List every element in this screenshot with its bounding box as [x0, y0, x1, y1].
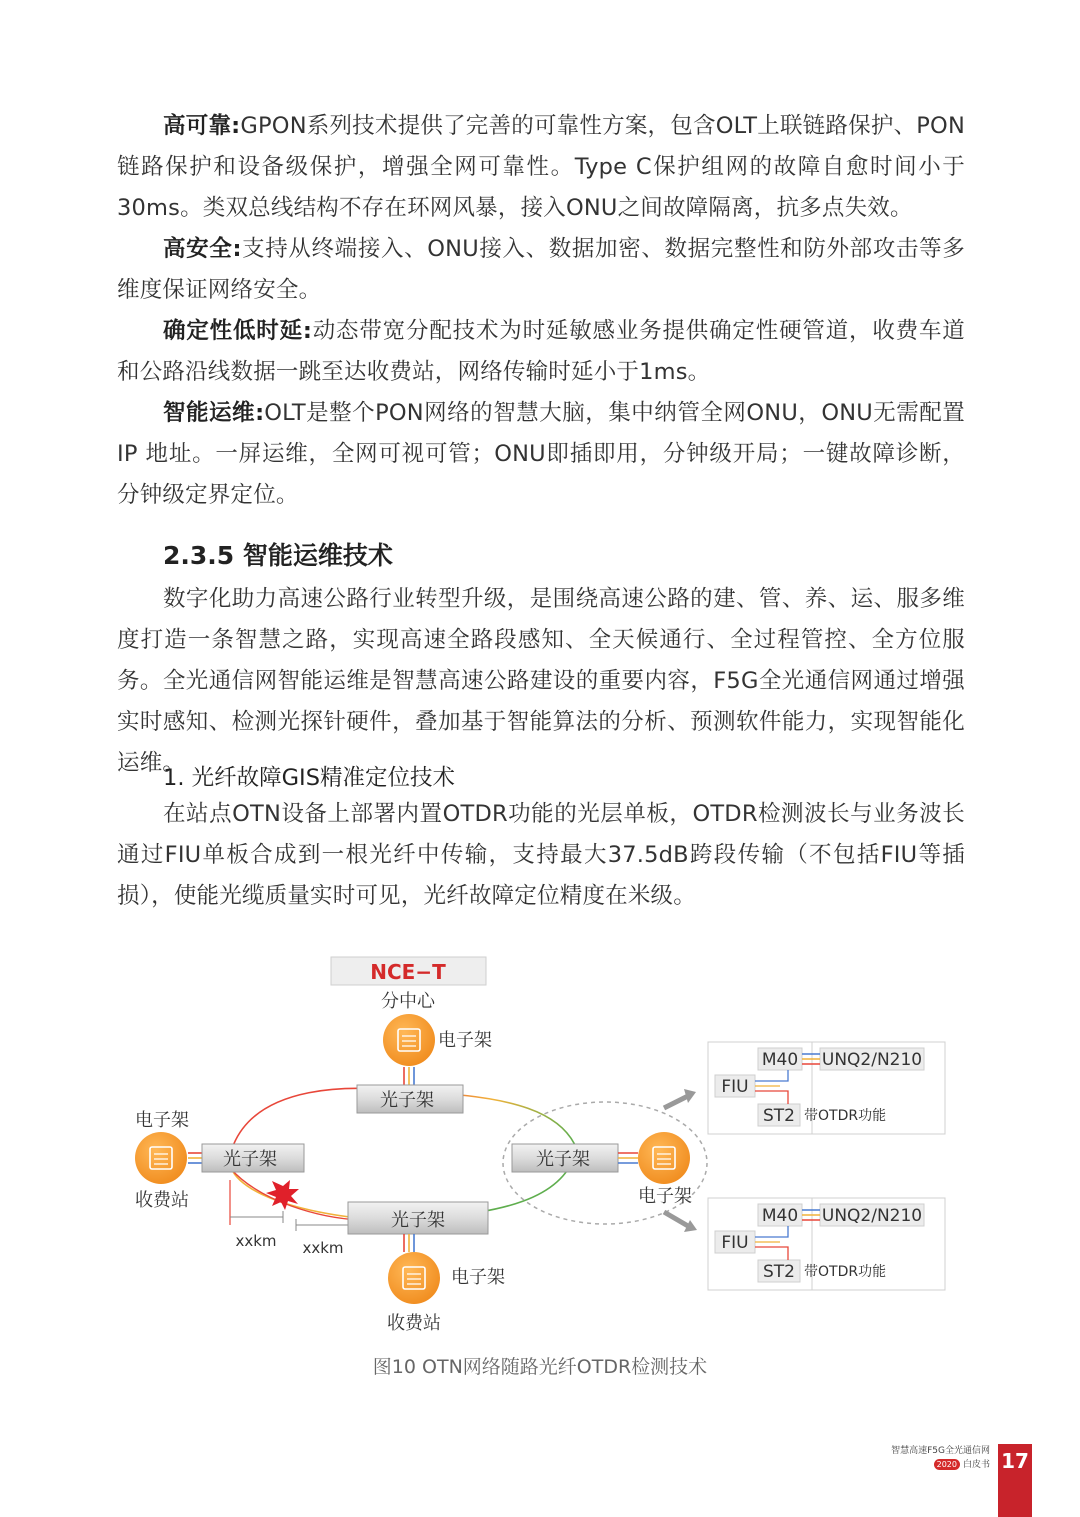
- left-link: [188, 1153, 202, 1163]
- bottom-optical-label: 光子架: [391, 1210, 445, 1231]
- distance-1-label: xxkm: [235, 1232, 277, 1250]
- right-link: [618, 1153, 638, 1163]
- footer-year-badge: 2020: [934, 1459, 960, 1470]
- section-intro-block: [117, 579, 965, 784]
- bottom-elec-label: 电子架: [451, 1267, 505, 1288]
- left-electronic-rack: [135, 1132, 187, 1184]
- bottom-link: [404, 1234, 414, 1252]
- left-optical-label: 光子架: [223, 1149, 277, 1170]
- left-station-label: 收费站: [135, 1190, 189, 1211]
- detail-2-st2: ST2: [763, 1262, 795, 1282]
- detail-1-unq: UNQ2/N210: [821, 1050, 923, 1070]
- text-latency: 动态带宽分配技术为时延敏感业务提供确定性硬管道，收费车道和公路沿线数据一跳至达收费站，网络传输时延小于1ms。: [117, 318, 965, 385]
- page-number: 17: [1001, 1449, 1029, 1473]
- detail-2-unq: UNQ2/N210: [821, 1206, 923, 1226]
- top-optical-label: 光子架: [380, 1090, 434, 1111]
- figure-caption: 图10 OTN网络随路光纤OTDR检测技术: [372, 1356, 708, 1378]
- footer-brand-title: 智慧高速F5G全光通信网: [891, 1446, 990, 1456]
- label-security: 高安全:: [163, 236, 242, 262]
- paragraph-om: [117, 393, 965, 516]
- section-title: 2.3.5 智能运维技术: [163, 541, 393, 570]
- text-security: 支持从终端接入、ONU接入、数据加密、数据完整性和防外部攻击等多维度保证网络安全。: [117, 236, 965, 303]
- footer-brand-sub: [891, 1458, 990, 1472]
- sub-text-block: [117, 794, 965, 917]
- right-electronic-rack: [638, 1132, 690, 1184]
- top-elec-label: 电子架: [438, 1030, 492, 1051]
- label-reliability: 高可靠:: [163, 113, 241, 139]
- label-om: 智能运维:: [163, 400, 265, 426]
- footer-brand: [891, 1444, 990, 1472]
- center-label: 分中心: [381, 991, 435, 1012]
- label-latency: 确定性低时延:: [163, 318, 313, 344]
- left-elec-label: 电子架: [135, 1110, 189, 1131]
- right-optical-label: 光子架: [536, 1149, 590, 1170]
- bottom-electronic-rack: [388, 1252, 440, 1304]
- zoom-arrow-down: [664, 1212, 697, 1232]
- features-text-block: [117, 106, 965, 516]
- detail-1-fiu: FIU: [721, 1077, 749, 1097]
- detail-2-otdr: 带OTDR功能: [804, 1264, 887, 1280]
- paragraph-latency: [117, 311, 965, 393]
- right-elec-label: 电子架: [638, 1186, 692, 1207]
- distance-2-label: xxkm: [302, 1239, 344, 1257]
- paragraph-reliability: [117, 106, 965, 229]
- zoom-arrow-up: [664, 1089, 696, 1108]
- detail-2-fiu: FIU: [721, 1233, 749, 1253]
- paragraph-security: [117, 229, 965, 311]
- top-electronic-rack: [383, 1014, 435, 1066]
- sub-text: 在站点OTN设备上部署内置OTDR功能的光层单板，OTDR检测波长与业务波长通过FIU单板合成到一根光纤中传输，支持最大37.5dB跨段传输（不包括FIU等插损），使能光缆质量实时可见，光纤故障定位精度在米级。: [117, 801, 965, 909]
- nce-t-box: [331, 957, 486, 985]
- detail-1-otdr: 带OTDR功能: [804, 1108, 887, 1124]
- detail-1-m40: M40: [761, 1050, 799, 1070]
- sub-title: 1. 光纤故障GIS精准定位技术: [163, 765, 455, 791]
- otdr-diagram: [0, 940, 1080, 1345]
- top-link: [404, 1067, 414, 1085]
- text-reliability: GPON系列技术提供了完善的可靠性方案，包含OLT上联链路保护、PON链路保护和设备级保护，增强全网可靠性。Type C保护组网的故障自愈时间小于30ms。类双总线结构不存在环网风暴，接入ONU之间故障隔离，抗多点失效。: [117, 113, 965, 221]
- text-om: OLT是整个PON网络的智慧大脑，集中纳管全网ONU，ONU无需配置IP 地址。一屏运维，全网可视可管；ONU即插即用，分钟级开局；一键故障诊断，分钟级定界定位。: [117, 400, 965, 508]
- section-intro: 数字化助力高速公路行业转型升级，是围绕高速公路的建、管、养、运、服多维度打造一条智慧之路，实现高速全路段感知、全天候通行、全过程管控、全方位服务。全光通信网智能运维是智慧高速公路建设的重要内容，F5G全光通信网通过增强实时感知、检测光探针硬件，叠加基于智能算法的分析、预测软件能力，实现智能化运维。: [117, 586, 965, 776]
- detail-1-st2: ST2: [763, 1106, 795, 1126]
- nce-t-label: NCE−T: [370, 960, 446, 984]
- detail-2-m40: M40: [761, 1206, 799, 1226]
- bottom-station-label: 收费站: [387, 1313, 441, 1334]
- footer-doc-label: 白皮书: [962, 1460, 990, 1470]
